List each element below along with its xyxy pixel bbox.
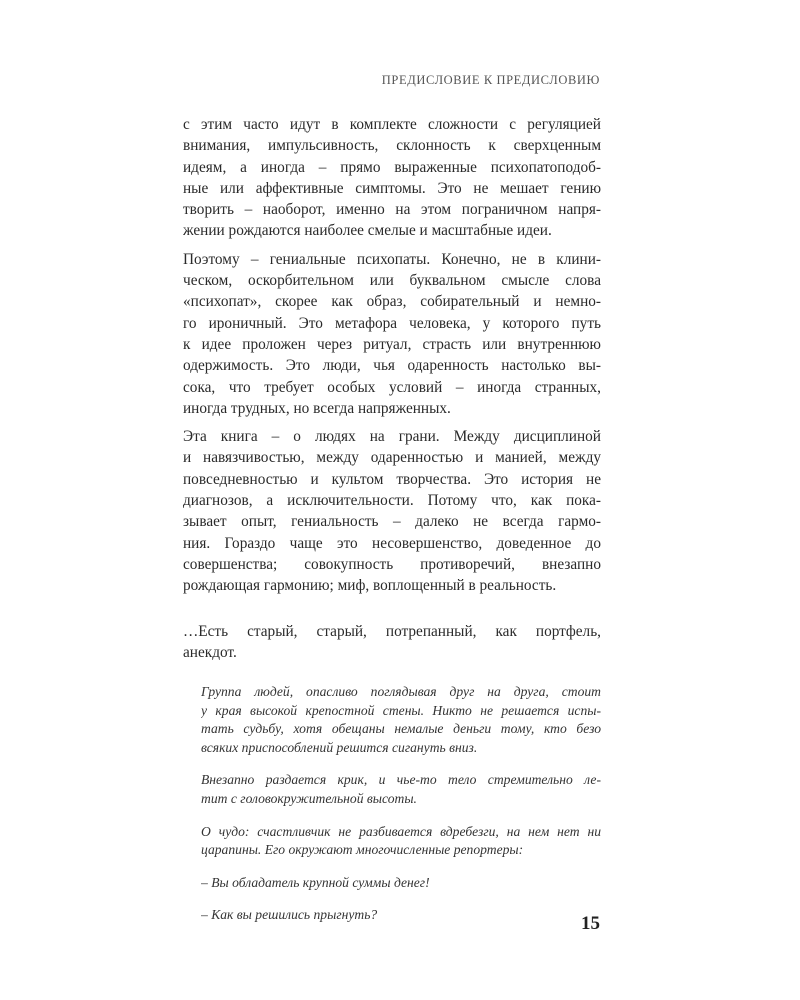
text-line: го ироничный. Это метафора человека, у которого путь: [183, 314, 601, 332]
quote-line: – Как вы решились прыгнуть?: [201, 907, 378, 923]
quote-line: – Вы обладатель крупной суммы денег!: [201, 874, 430, 890]
text-line: внимания, импульсивность, склонность к сверхценным: [183, 137, 601, 155]
page-number: 15: [581, 913, 600, 934]
running-header: ПРЕДИСЛОВИЕ К ПРЕДИСЛОВИЮ: [381, 73, 600, 87]
text-line: «психопат», скорее как образ, собирательный и немно-: [183, 293, 601, 311]
text-line: ные или аффективные симптомы. Это не мешает гению: [183, 179, 601, 197]
quote-line: тит с головокружительной высоты.: [201, 790, 417, 806]
text-line: иногда трудных, но всегда напряженных.: [183, 399, 451, 417]
text-line: …Есть старый, старый, потрепанный, как портфель,: [183, 622, 601, 640]
text-line: и навязчивостью, между одаренностью и манией, между: [183, 449, 601, 467]
text-line: повседневностью и культом творчества. Это история не: [183, 470, 601, 488]
quote-paragraph-2: [201, 771, 601, 808]
text-line: диагнозов, а исключительности. Потому что, как пока-: [183, 492, 601, 510]
text-line: жении рождаются наиболее смелые и масштабные идеи.: [183, 222, 552, 240]
text-line: к идее проложен через ритуал, страсть или внутреннюю: [183, 335, 601, 353]
text-line: одержимость. Это люди, чья одаренность настолько вы-: [183, 357, 601, 375]
text-line: рождающая гармонию; миф, воплощенный в реальность.: [183, 577, 557, 595]
text-line: сока, что требует особых условий – иногда странных,: [183, 378, 601, 396]
text-line: совершенства; совокупность противоречий, внезапно: [183, 555, 601, 573]
quote-line: царапины. Его окружают многочисленные репортеры:: [201, 842, 524, 858]
quote-line: Внезапно раздается крик, и чье-то тело стремительно ле-: [201, 772, 601, 788]
text-line: Эта книга – о людях на грани. Между дисциплиной: [183, 428, 601, 446]
text-line: ческом, оскорбительном или буквальном смысле слова: [183, 272, 601, 290]
quote-paragraph-4: [201, 874, 601, 893]
quote-line: у края высокой крепостной стены. Никто не решается испы-: [201, 702, 601, 718]
quote-line: О чудо: счастливчик не разбивается вдребезги, на нем нет ни: [201, 823, 601, 839]
quote-paragraph-3: [201, 823, 601, 860]
text-line: анекдот.: [183, 643, 237, 661]
quote-block: [201, 683, 601, 939]
quote-paragraph-1: [201, 683, 601, 757]
text-line: зывает опыт, гениальность – далеко не всегда гармо-: [183, 513, 601, 531]
main-text: [183, 114, 601, 670]
paragraph-3: [183, 426, 601, 596]
paragraph-1: [183, 114, 601, 242]
text-line: идеям, а иногда – прямо выраженные психопатоподоб-: [183, 158, 601, 176]
quote-line: Группа людей, опасливо поглядывая друг на друга, стоит: [201, 684, 601, 699]
text-line: ния. Гораздо чаще это несовершенство, доведенное до: [183, 534, 601, 552]
text-line: Поэтому – гениальные психопаты. Конечно, не в клини-: [183, 250, 601, 268]
quote-paragraph-5: [201, 906, 601, 925]
quote-line: тать судьбу, хотя обещаны немалые деньги тому, кто безо: [201, 721, 601, 737]
paragraph-2: [183, 249, 601, 419]
text-line: с этим часто идут в комплекте сложности с регуляцией: [183, 116, 601, 133]
text-line: творить – наоборот, именно на этом пограничном напря-: [183, 201, 601, 219]
paragraph-4: [183, 621, 601, 664]
quote-line: всяких приспособлений решится сигануть вниз.: [201, 739, 478, 755]
